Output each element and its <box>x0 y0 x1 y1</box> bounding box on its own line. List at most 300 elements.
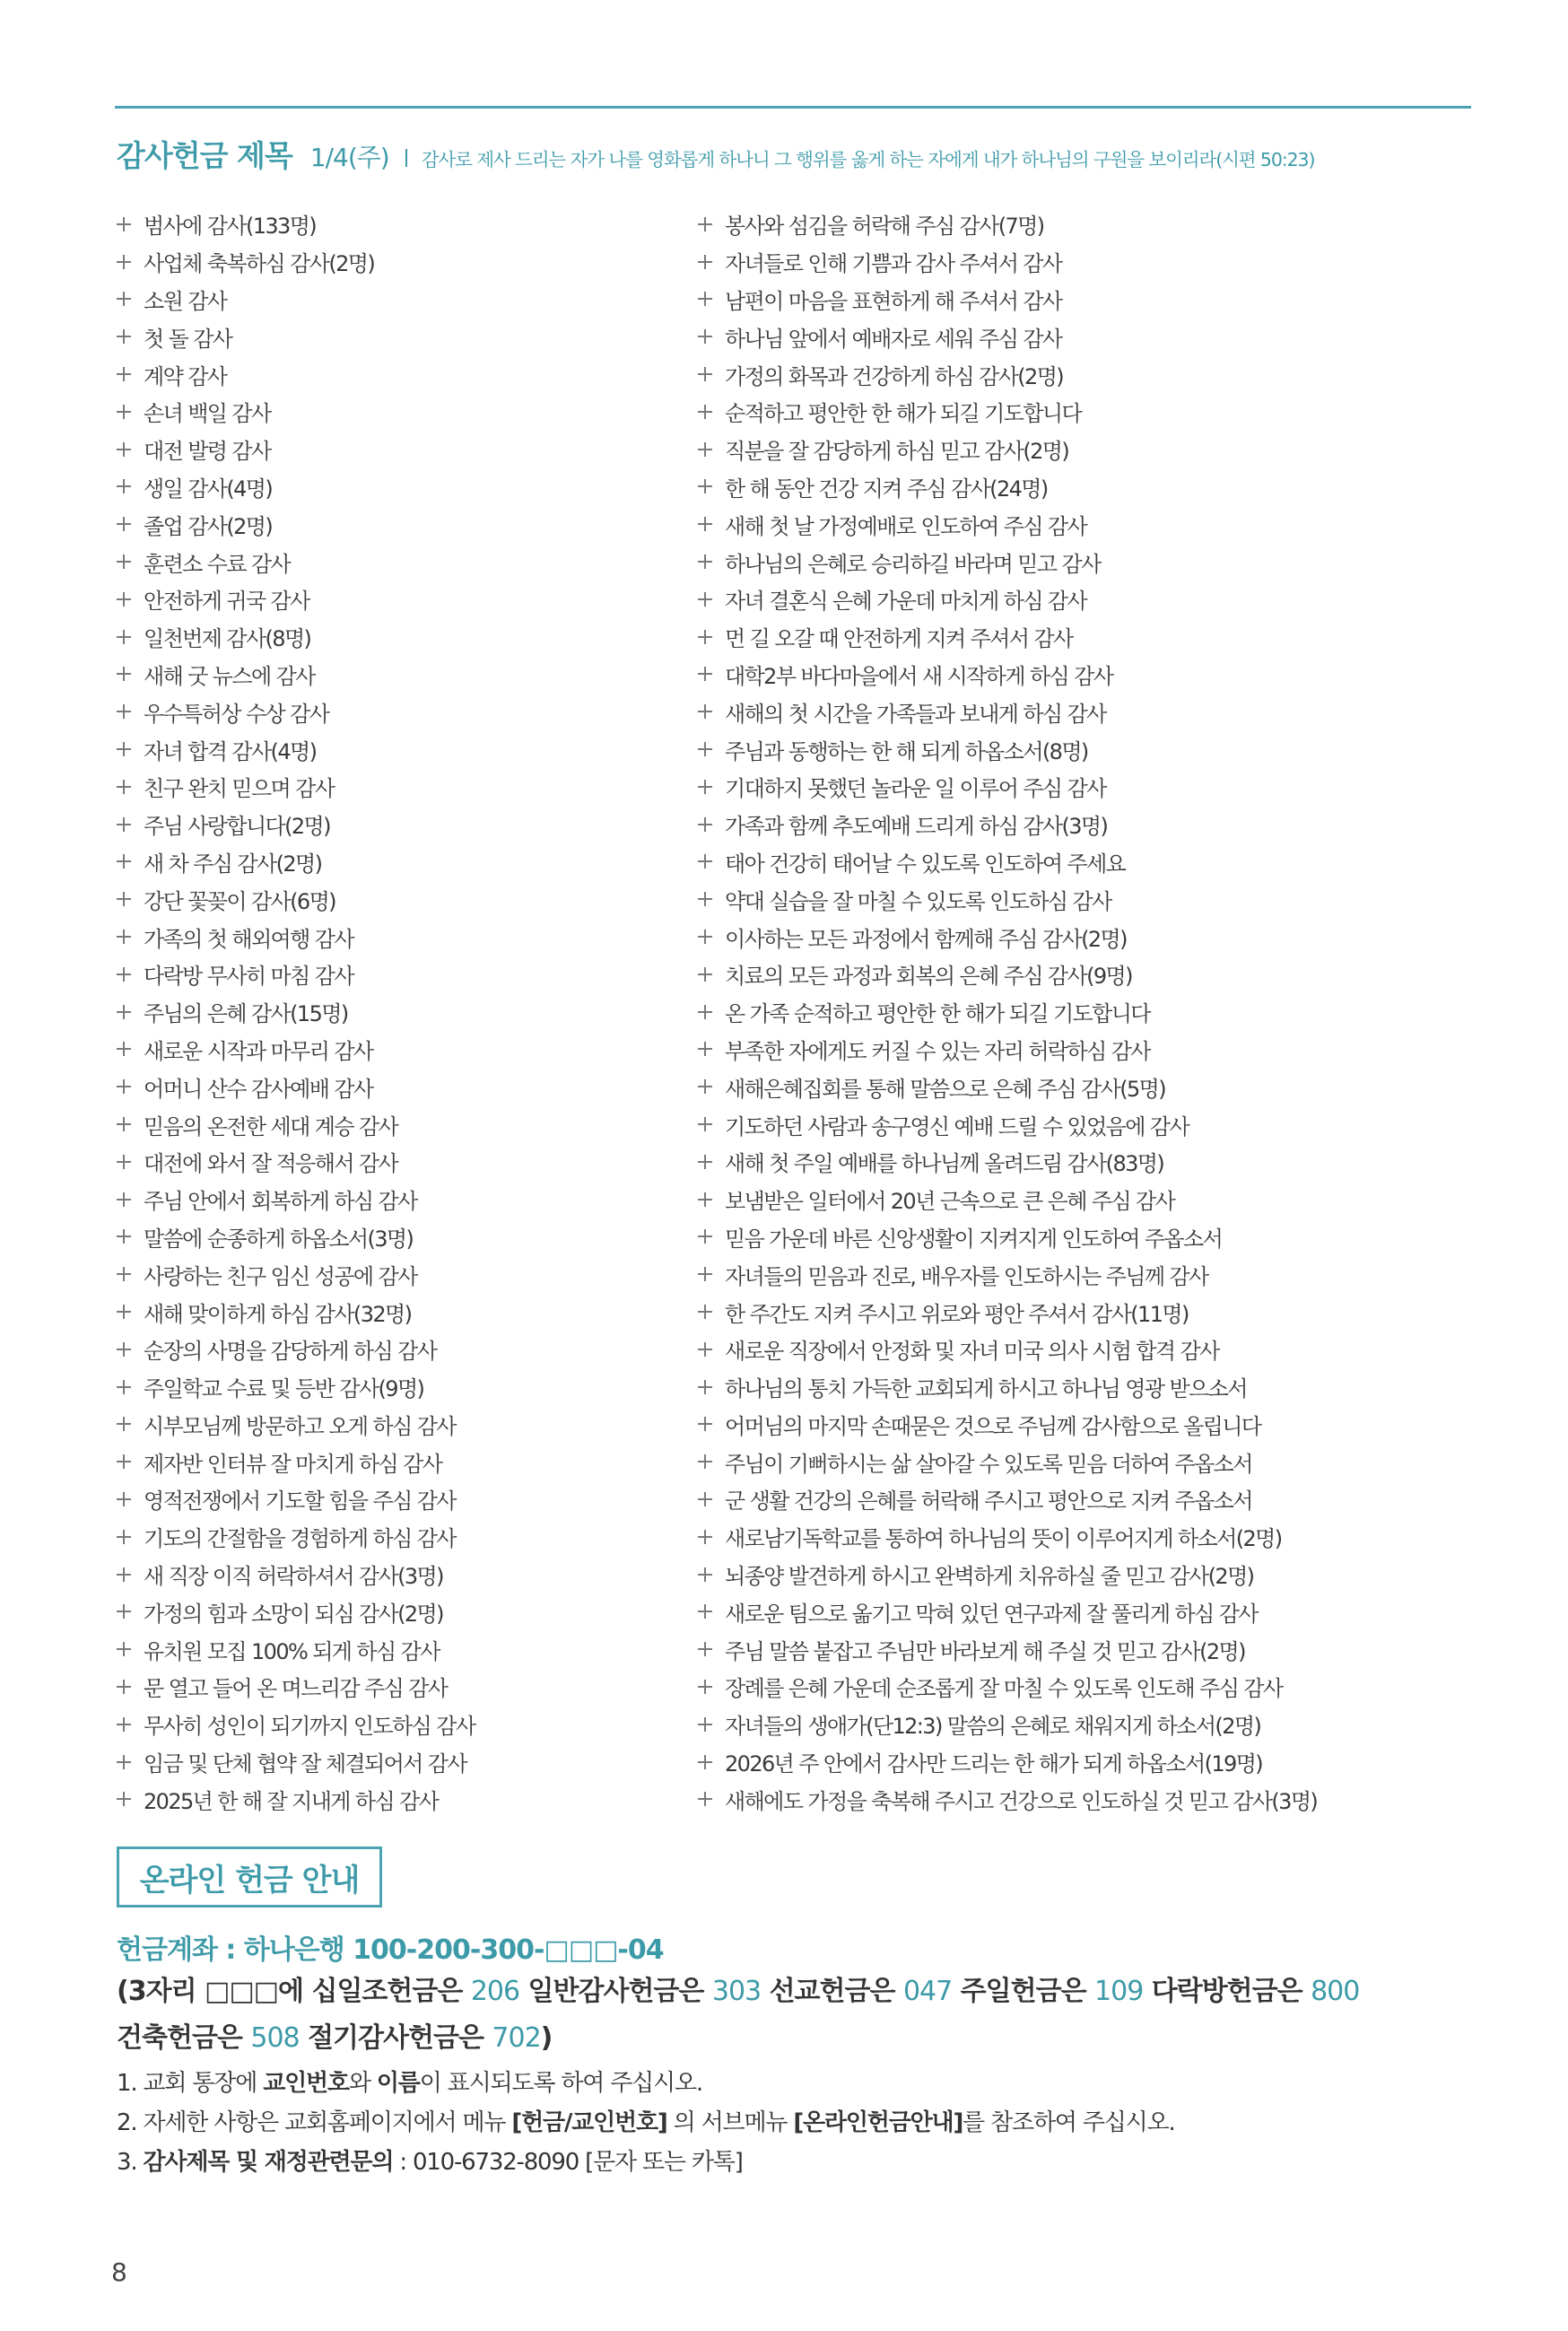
list-item-text: 범사에 감사(133명) <box>144 214 317 240</box>
plus-icon <box>698 892 712 906</box>
plus-icon <box>698 217 712 231</box>
plus-icon <box>117 1492 131 1506</box>
note-emphasis: 이름 <box>376 2070 420 2097</box>
plus-icon <box>117 1155 131 1169</box>
plus-icon <box>117 930 131 944</box>
plus-icon <box>698 1380 712 1394</box>
list-item-text: 가족의 첫 해외여행 감사 <box>144 926 353 952</box>
plus-icon <box>698 967 712 982</box>
plus-icon <box>698 1155 712 1169</box>
section-date: 1/4(주) <box>309 143 389 172</box>
list-item <box>698 880 1272 918</box>
plus-icon <box>117 1454 131 1469</box>
list-item-text: 새 직장 이직 허락하셔서 감사(3명) <box>144 1564 443 1590</box>
list-item <box>117 1105 691 1143</box>
list-item-text: 대학2부 바다마을에서 새 시작하게 하심 감사 <box>725 663 1113 689</box>
list-item-text: 뇌종양 발견하게 하시고 완벽하게 치유하실 줄 믿고 감사(2명) <box>725 1564 1254 1590</box>
list-item <box>117 1331 691 1368</box>
code-name: 주일헌금은 <box>960 1976 1086 2007</box>
list-item-text: 주님과 동행하는 한 해 되게 하옵소서(8명) <box>725 738 1088 764</box>
list-item <box>117 693 691 730</box>
list-item-text: 일천번제 감사(8명) <box>144 626 311 652</box>
plus-icon <box>117 1717 131 1732</box>
list-item-text: 새해 첫 날 가정예배로 인도하여 주심 감사 <box>725 513 1087 539</box>
code-number: 206 <box>470 1976 520 2007</box>
list-item <box>698 1331 1272 1368</box>
list-item <box>117 1593 691 1630</box>
note-text: 와 <box>348 2070 377 2097</box>
list-item <box>698 1068 1272 1105</box>
list-item <box>698 1368 1272 1406</box>
list-item <box>698 618 1272 656</box>
list-item-text: 졸업 감사(2명) <box>144 513 273 539</box>
list-item-text: 무사히 성인이 되기까지 인도하심 감사 <box>144 1714 475 1740</box>
list-item <box>117 1480 691 1518</box>
list-item <box>117 505 691 543</box>
list-item <box>698 505 1272 543</box>
list-item-text: 한 해 동안 건강 지켜 주심 감사(24명) <box>725 476 1048 502</box>
code-number: 508 <box>250 2022 300 2054</box>
plus-icon <box>117 1079 131 1094</box>
plus-icon <box>117 1604 131 1619</box>
list-item <box>117 355 691 393</box>
list-item <box>117 768 691 806</box>
list-item <box>117 1368 691 1406</box>
plus-icon <box>117 1567 131 1582</box>
note-1 <box>117 2064 1462 2103</box>
list-item-text: 임금 및 단체 협약 잘 체결되어서 감사 <box>144 1751 466 1777</box>
plus-icon <box>698 1755 712 1769</box>
plus-icon <box>117 667 131 681</box>
plus-icon <box>117 405 131 419</box>
list-item <box>698 1706 1272 1743</box>
list-item <box>117 806 691 843</box>
list-item <box>117 1743 691 1781</box>
list-item-text: 주님이 기뻐하시는 삶 살아갈 수 있도록 믿음 더하여 주옵소서 <box>725 1451 1252 1477</box>
list-item <box>698 431 1272 468</box>
list-item-text: 우수특허상 수상 감사 <box>144 701 329 727</box>
list-item-text: 가정의 화목과 건강하게 하심 감사(2명) <box>725 363 1064 389</box>
plus-icon <box>117 967 131 982</box>
list-item <box>698 281 1272 319</box>
list-item <box>698 806 1272 843</box>
list-item-text: 자녀들의 생애가(단12:3) 말씀의 은혜로 채워지게 하소서(2명) <box>725 1714 1261 1740</box>
plus-icon <box>117 704 131 719</box>
plus-icon <box>698 704 712 719</box>
list-item <box>698 355 1272 393</box>
list-item <box>698 1218 1272 1256</box>
list-item <box>698 393 1272 431</box>
plus-icon <box>117 854 131 869</box>
list-item-text: 사랑하는 친구 임신 성공에 감사 <box>144 1263 417 1289</box>
plus-icon <box>698 405 712 419</box>
plus-icon <box>117 479 131 493</box>
plus-icon <box>698 817 712 832</box>
plus-icon <box>698 780 712 794</box>
code-number: 109 <box>1094 1976 1144 2007</box>
plus-icon <box>117 1042 131 1056</box>
code-name: 건축헌금은 <box>117 2022 242 2054</box>
code-number: 303 <box>711 1976 762 2007</box>
list-item <box>698 1518 1282 1556</box>
list-item <box>698 1443 1272 1480</box>
plus-icon <box>698 1530 712 1544</box>
codes-suffix: ) <box>540 2022 553 2054</box>
list-item <box>117 1143 691 1181</box>
list-item <box>117 843 691 881</box>
list-item-text: 믿음 가운데 바른 신앙생활이 지켜지게 인도하여 주옵소서 <box>725 1226 1223 1252</box>
code-number: 702 <box>492 2022 541 2054</box>
plus-icon <box>698 1680 712 1694</box>
list-item-text: 이사하는 모든 과정에서 함께해 주심 감사(2명) <box>725 926 1127 952</box>
list-item-text: 치료의 모든 과정과 회복의 은혜 주심 감사(9명) <box>725 964 1132 990</box>
list-item-text: 순장의 사명을 감당하게 하심 감사 <box>144 1339 437 1365</box>
list-item <box>698 656 1272 694</box>
list-item <box>117 1556 691 1593</box>
code-name: 선교헌금은 <box>769 1976 895 2007</box>
list-item <box>698 1556 1272 1593</box>
list-item <box>117 581 691 618</box>
list-item <box>117 618 691 656</box>
note-text: 2. 자세한 사항은 교회홈페이지에서 메뉴 <box>117 2109 512 2136</box>
list-item <box>698 205 1272 243</box>
list-item <box>117 1181 691 1218</box>
list-item-text: 보냄받은 일터에서 20년 근속으로 큰 은혜 주심 감사 <box>725 1189 1175 1215</box>
list-item-text: 약대 실습을 잘 마칠 수 있도록 인도하심 감사 <box>725 888 1111 914</box>
list-item <box>698 843 1272 881</box>
list-item-text: 자녀들의 믿음과 진로, 배우자를 인도하시는 주님께 감사 <box>725 1263 1208 1289</box>
plus-icon <box>698 554 712 569</box>
plus-icon <box>117 292 131 306</box>
list-item-text: 가족과 함께 추도예배 드리게 하심 감사(3명) <box>725 814 1108 840</box>
plus-icon <box>117 367 131 381</box>
plus-icon <box>117 217 131 231</box>
list-item <box>117 918 691 956</box>
header-separator <box>405 149 407 167</box>
list-item <box>117 1706 691 1743</box>
plus-icon <box>698 367 712 381</box>
thanks-list-right <box>698 205 1318 1818</box>
list-item <box>117 243 691 281</box>
list-item-text: 사업체 축복하심 감사(2명) <box>144 251 375 277</box>
plus-icon <box>117 780 131 794</box>
codes-line-2 <box>117 2015 1462 2062</box>
list-item <box>698 956 1272 993</box>
list-item-text: 하나님의 통치 가득한 교회되게 하시고 하나님 영광 받으소서 <box>725 1376 1247 1402</box>
list-item-text: 안전하게 귀국 감사 <box>144 589 309 615</box>
list-item-text: 주님의 은혜 감사(15명) <box>144 1001 348 1027</box>
list-item-text: 태아 건강히 태어날 수 있도록 인도하여 주세요 <box>725 851 1126 877</box>
plus-icon <box>698 592 712 607</box>
list-item <box>117 656 691 694</box>
plus-icon <box>117 1005 131 1019</box>
list-item <box>698 1743 1272 1781</box>
plus-icon <box>698 329 712 344</box>
plus-icon <box>698 517 712 531</box>
list-item <box>698 1593 1272 1630</box>
notes <box>117 2064 1462 2182</box>
list-item <box>698 918 1272 956</box>
list-item <box>117 1780 691 1818</box>
note-text: 1. 교회 통장에 <box>117 2070 264 2097</box>
plus-icon <box>117 1305 131 1319</box>
list-item-text: 기도의 간절함을 경험하게 하심 감사 <box>144 1526 456 1552</box>
note-text: : 010-6732-8090 [문자 또는 카톡] <box>393 2149 743 2176</box>
list-item <box>117 730 691 768</box>
list-item-text: 기대하지 못했던 놀라운 일 이루어 주심 감사 <box>725 776 1106 802</box>
offering-codes <box>117 1969 1462 2062</box>
thanks-list-left <box>117 205 691 1818</box>
list-item <box>117 205 691 243</box>
list-item-text: 봉사와 섬김을 허락해 주심 감사(7명) <box>725 214 1044 240</box>
list-item-text: 주님 안에서 회복하게 하심 감사 <box>144 1189 417 1215</box>
plus-icon <box>117 1642 131 1656</box>
list-item-text: 어머니 산수 감사예배 감사 <box>144 1076 373 1102</box>
plus-icon <box>698 1117 712 1131</box>
plus-icon <box>698 854 712 869</box>
plus-icon <box>698 1079 712 1094</box>
list-item <box>117 1255 691 1293</box>
list-item-text: 새로운 팀으로 옮기고 막혀 있던 연구과제 잘 풀리게 하심 감사 <box>725 1601 1258 1627</box>
plus-icon <box>117 1417 131 1431</box>
plus-icon <box>698 630 712 644</box>
list-item <box>698 1293 1272 1331</box>
note-2 <box>117 2103 1462 2143</box>
list-item-text: 소원 감사 <box>144 288 227 314</box>
list-item <box>117 1031 691 1069</box>
note-emphasis: [헌금/교인번호] <box>511 2109 667 2136</box>
list-item-text: 먼 길 오갈 때 안전하게 지켜 주셔서 감사 <box>725 626 1073 652</box>
list-item <box>117 880 691 918</box>
plus-icon <box>698 479 712 493</box>
plus-icon <box>698 1642 712 1656</box>
list-item <box>698 693 1272 730</box>
list-item-text: 새로남기독학교를 통하여 하나님의 뜻이 이루어지게 하소서(2명) <box>725 1526 1282 1552</box>
plus-icon <box>698 1604 712 1619</box>
list-item-text: 한 주간도 지켜 주시고 위로와 평안 주셔서 감사(11명) <box>725 1301 1189 1327</box>
plus-icon <box>698 1792 712 1806</box>
list-item <box>117 1293 691 1331</box>
list-item <box>698 1480 1272 1518</box>
list-item-text: 첫 돌 감사 <box>144 326 232 352</box>
plus-icon <box>698 742 712 756</box>
list-item <box>698 1031 1272 1069</box>
list-item-text: 영적전쟁에서 기도할 힘을 주심 감사 <box>144 1489 456 1515</box>
list-item-text: 새 차 주심 감사(2명) <box>144 851 322 877</box>
list-item <box>698 543 1272 581</box>
list-item <box>117 1218 691 1256</box>
plus-icon <box>117 1530 131 1544</box>
list-item <box>698 1668 1283 1706</box>
list-item-text: 새로운 시작과 마무리 감사 <box>144 1038 373 1064</box>
list-item <box>698 1630 1272 1668</box>
list-item-text: 주님 사랑합니다(2명) <box>144 814 330 840</box>
page-number: 8 <box>111 2257 127 2287</box>
list-item <box>117 993 691 1031</box>
list-item-text: 2025년 한 해 잘 지내게 하심 감사 <box>144 1788 439 1814</box>
list-item-text: 온 가족 순적하고 평안한 한 해가 되길 기도합니다 <box>725 1001 1150 1027</box>
list-item <box>698 243 1272 281</box>
plus-icon <box>117 1755 131 1769</box>
list-item <box>117 1068 691 1105</box>
list-item-text: 계약 감사 <box>144 363 227 389</box>
list-item-text: 새해의 첫 시간을 가족들과 보내게 하심 감사 <box>725 701 1106 727</box>
list-item-text: 대전에 와서 잘 적응해서 감사 <box>144 1151 398 1177</box>
list-item-text: 문 열고 들어 온 며느리감 주심 감사 <box>144 1676 448 1702</box>
list-item-text: 자녀 결혼식 은혜 가운데 마치게 하심 감사 <box>725 589 1087 615</box>
code-number: 047 <box>902 1976 953 2007</box>
list-item-text: 손녀 백일 감사 <box>144 401 271 427</box>
list-item-text: 제자반 인터뷰 잘 마치게 하심 감사 <box>144 1451 442 1477</box>
plus-icon <box>698 1305 712 1319</box>
plus-icon <box>117 517 131 531</box>
plus-icon <box>698 1717 712 1732</box>
list-item <box>698 1105 1272 1143</box>
list-item-text: 직분을 잘 감당하게 하심 믿고 감사(2명) <box>725 439 1069 465</box>
note-text: 를 참조하여 주십시오. <box>963 2109 1175 2136</box>
plus-icon <box>117 630 131 644</box>
list-item-text: 가정의 힘과 소망이 되심 감사(2명) <box>144 1601 443 1627</box>
list-item-text: 순적하고 평안한 한 해가 되길 기도합니다 <box>725 401 1082 427</box>
online-offering-title: 온라인 헌금 안내 <box>139 1862 360 1899</box>
note-emphasis: [온라인헌금안내] <box>793 2109 963 2136</box>
plus-icon <box>117 1342 131 1357</box>
list-item-text: 주일학교 수료 및 등반 감사(9명) <box>144 1376 424 1402</box>
list-item-text: 자녀 합격 감사(4명) <box>144 738 317 764</box>
list-item-text: 새해은혜집회를 통해 말씀으로 은혜 주심 감사(5명) <box>725 1076 1166 1102</box>
plus-icon <box>117 592 131 607</box>
list-item-text: 훈련소 수료 감사 <box>144 551 291 577</box>
code-name: 십일조헌금은 <box>311 1976 463 2007</box>
list-item <box>117 431 691 468</box>
plus-icon <box>698 1192 712 1207</box>
code-name: 다락방헌금은 <box>1151 1976 1302 2007</box>
list-item-text: 새해 맞이하게 하심 감사(32명) <box>144 1301 412 1327</box>
list-item <box>117 1668 691 1706</box>
plus-icon <box>698 930 712 944</box>
plus-icon <box>698 1005 712 1019</box>
codes-line-1 <box>117 1969 1462 2015</box>
section-title: 감사헌금 제목 <box>117 138 292 173</box>
list-item-text: 어머님의 마지막 손때묻은 것으로 주님께 감사함으로 올립니다 <box>725 1413 1261 1439</box>
list-item-text: 친구 완치 믿으며 감사 <box>144 776 335 802</box>
plus-icon <box>117 817 131 832</box>
list-item-text: 자녀들로 인해 기쁨과 감사 주셔서 감사 <box>725 251 1062 277</box>
list-item <box>698 768 1272 806</box>
plus-icon <box>117 329 131 344</box>
online-offering-heading <box>117 1846 382 1908</box>
code-number: 800 <box>1311 1976 1360 2007</box>
note-text: 이 표시되도록 하여 주십시오. <box>419 2070 702 2097</box>
note-3 <box>117 2143 1462 2182</box>
list-item-text: 대전 발령 감사 <box>144 439 271 465</box>
list-item <box>117 1443 691 1480</box>
list-item-text: 2026년 주 안에서 감사만 드리는 한 해가 되게 하옵소서(19명) <box>725 1751 1263 1777</box>
list-item-text: 주님 말씀 붙잡고 주님만 바라보게 해 주실 것 믿고 감사(2명) <box>725 1638 1245 1664</box>
list-item <box>698 1143 1272 1181</box>
note-emphasis: 교인번호 <box>263 2070 349 2097</box>
list-item <box>117 393 691 431</box>
list-item-text: 다락방 무사히 마침 감사 <box>144 964 353 990</box>
list-item <box>117 318 691 355</box>
list-item-text: 기도하던 사람과 송구영신 예배 드릴 수 있었음에 감사 <box>725 1113 1189 1139</box>
list-item <box>117 543 691 581</box>
list-item-text: 군 생활 건강의 은혜를 허락해 주시고 평안으로 지켜 주옵소서 <box>725 1489 1252 1515</box>
list-item-text: 유치원 모집 100% 되게 하심 감사 <box>144 1638 440 1664</box>
plus-icon <box>698 1417 712 1431</box>
plus-icon <box>698 1267 712 1281</box>
list-item <box>117 1518 691 1556</box>
list-item <box>698 730 1272 768</box>
note-text: 3. <box>117 2149 144 2176</box>
list-item <box>117 956 691 993</box>
list-item <box>117 1630 691 1668</box>
plus-icon <box>117 742 131 756</box>
plus-icon <box>117 1380 131 1394</box>
list-item-text: 하나님의 은혜로 승리하길 바라며 믿고 감사 <box>725 551 1101 577</box>
list-item <box>698 318 1272 355</box>
list-item <box>698 1181 1272 1218</box>
list-item <box>698 1406 1272 1444</box>
bible-verse: 감사로 제사 드리는 자가 나를 영화롭게 하나니 그 행위를 옳게 하는 자에게 내가 하나님의 구원을 보이리라(시편 50:23) <box>421 149 1315 170</box>
list-item-text: 장례를 은혜 가운데 순조롭게 잘 마칠 수 있도록 인도해 주심 감사 <box>725 1676 1283 1702</box>
list-item-text: 새해 첫 주일 예배를 하나님께 올려드림 감사(83명) <box>725 1151 1164 1177</box>
plus-icon <box>698 255 712 269</box>
plus-icon <box>698 1229 712 1244</box>
list-item <box>117 468 691 506</box>
list-item-text: 시부모님께 방문하고 오게 하심 감사 <box>144 1413 456 1439</box>
code-name: 일반감사헌금은 <box>527 1976 704 2007</box>
plus-icon <box>117 554 131 569</box>
plus-icon <box>698 1342 712 1357</box>
plus-icon <box>117 255 131 269</box>
note-text: 의 서브메뉴 <box>666 2109 794 2136</box>
plus-icon <box>698 1492 712 1506</box>
code-name: 절기감사헌금은 <box>308 2022 483 2054</box>
plus-icon <box>117 1792 131 1806</box>
list-item-text: 남편이 마음을 표현하게 해 주셔서 감사 <box>725 288 1062 314</box>
list-item-text: 새해 굿 뉴스에 감사 <box>144 663 315 689</box>
list-item <box>117 281 691 319</box>
note-emphasis: 감사제목 및 재정관련문의 <box>143 2149 394 2176</box>
plus-icon <box>698 1567 712 1582</box>
list-item-text: 하나님 앞에서 예배자로 세워 주심 감사 <box>725 326 1062 352</box>
plus-icon <box>698 442 712 457</box>
list-item <box>698 468 1272 506</box>
plus-icon <box>698 1454 712 1469</box>
plus-icon <box>698 667 712 681</box>
codes-prefix: (3자리 □□□에 <box>117 1976 304 2007</box>
list-item-text: 믿음의 온전한 세대 계승 감사 <box>144 1113 398 1139</box>
plus-icon <box>117 1267 131 1281</box>
plus-icon <box>698 292 712 306</box>
list-item <box>698 581 1272 618</box>
plus-icon <box>117 1192 131 1207</box>
list-item-text: 생일 감사(4명) <box>144 476 273 502</box>
list-item <box>698 1255 1272 1293</box>
list-item <box>698 1780 1318 1818</box>
top-divider <box>115 106 1471 109</box>
list-item-text: 강단 꽃꽂이 감사(6명) <box>144 888 335 914</box>
list-item-text: 새로운 직장에서 안정화 및 자녀 미국 의사 시험 합격 감사 <box>725 1339 1219 1365</box>
plus-icon <box>117 1117 131 1131</box>
list-item-text: 말씀에 순종하게 하옵소서(3명) <box>144 1226 414 1252</box>
list-item <box>698 993 1272 1031</box>
account-number: 헌금계좌 : 하나은행 100-200-300-□□□-04 <box>117 1934 664 1966</box>
section-header <box>117 133 1471 175</box>
list-item-text: 부족한 자에게도 커질 수 있는 자리 허락하심 감사 <box>725 1038 1150 1064</box>
plus-icon <box>117 442 131 457</box>
